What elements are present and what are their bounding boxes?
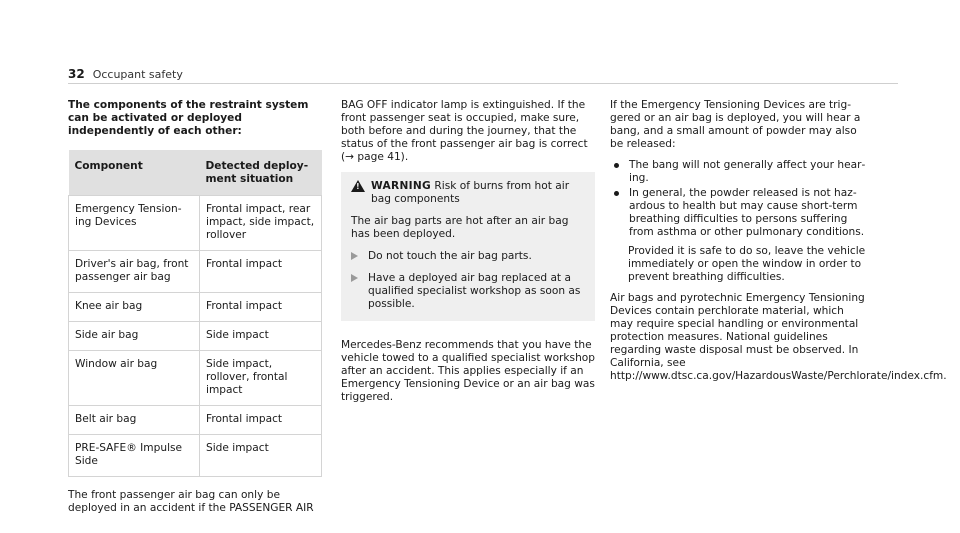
warning-triangle-icon: !	[351, 180, 365, 192]
cell-deployment: Frontal impact	[200, 251, 322, 293]
table-row	[69, 351, 322, 406]
warning-action-text: Do not touch the air bag parts.	[368, 250, 532, 262]
airbag-off-lamp-text: BAG OFF indicator lamp is extinguished. If the front passenger seat is occupied, make sure, both before and during the journey, that the status of the front passenger air bag is correct (→ page 41).	[341, 99, 588, 163]
table-row	[69, 406, 322, 435]
warning-box	[341, 172, 595, 321]
effects-list	[610, 159, 870, 239]
cell-component: Driver's air bag, front passenger air bag	[69, 251, 200, 293]
cell-deployment: Side impact, rollover, frontal impact	[200, 351, 322, 406]
warning-heading	[351, 180, 585, 206]
warning-action-item	[351, 250, 585, 263]
table-row	[69, 322, 322, 351]
table-row	[69, 293, 322, 322]
page-number: 32	[68, 67, 85, 81]
list-item	[610, 159, 870, 185]
warning-body: The air bag parts are hot after an air bag has been deployed.	[351, 215, 569, 240]
cell-component: PRE-SAFE® Impulse Side	[69, 435, 200, 477]
warning-action-item	[351, 272, 585, 311]
table-row	[69, 251, 322, 293]
column-left	[68, 99, 322, 523]
table-row	[69, 196, 322, 251]
column-header-deployment: Detected deployment situation	[200, 150, 322, 196]
column-middle	[341, 99, 595, 412]
cell-deployment: Side impact	[200, 435, 322, 477]
action-arrow-icon	[351, 274, 358, 282]
passenger-airbag-text: The front passenger air bag can only be deployed in an accident if the PASSENGER AIR	[68, 489, 314, 514]
warning-label: WARNING	[371, 180, 432, 192]
cell-component: Knee air bag	[69, 293, 200, 322]
leave-vehicle-note: Provided it is safe to do so, leave the vehicle immediately or open the window in order to prevent breathing difficulties.	[628, 245, 866, 283]
cell-component: Side air bag	[69, 322, 200, 351]
warning-title: Risk of burns from hot air bag components	[371, 180, 570, 205]
cell-component: Belt air bag	[69, 406, 200, 435]
page-header	[68, 68, 898, 84]
bullet-icon	[614, 191, 619, 196]
table-header-row	[69, 150, 322, 196]
list-item	[610, 187, 870, 239]
perchlorate-text: Air bags and pyrotechnic Emergency Tensioning Devices contain perchlorate material, which may require special handling or environmental protection measures. National guidelines regarding waste disposal must be observed. In California, see http://www.dtsc.ca.gov/HazardousWaste/Perchlorate/index.cfm.	[610, 292, 947, 382]
list-item-text: The bang will not generally affect your hearing.	[629, 159, 866, 184]
bullet-icon	[614, 163, 619, 168]
column-header-component: Component	[69, 150, 200, 196]
cell-component: Emergency Tensioning Devices	[69, 196, 200, 251]
cell-deployment: Frontal impact	[200, 293, 322, 322]
deployment-noise-text: If the Emergency Tensioning Devices are triggered or an air bag is deployed, you will hear a bang, and a small amount of powder may also be released:	[610, 99, 861, 150]
towing-recommendation-text: Mercedes-Benz recommends that you have the vehicle towed to a qualified specialist workshop after an accident. This applies especially if an Emergency Tensioning Device or an air bag was triggered.	[341, 339, 595, 403]
restraint-components-table	[68, 150, 322, 477]
cell-deployment: Frontal impact, rear impact, side impact, rollover	[200, 196, 322, 251]
column-right	[610, 99, 947, 391]
cell-component: Window air bag	[69, 351, 200, 406]
section-title: Occupant safety	[92, 68, 183, 81]
table-row	[69, 435, 322, 477]
cell-deployment: Frontal impact	[200, 406, 322, 435]
list-item-text: In general, the powder released is not hazardous to health but may cause short-term breathing difficulties to persons suffering from asthma or other pulmonary conditions.	[629, 187, 865, 238]
cell-deployment: Side impact	[200, 322, 322, 351]
restraint-intro-heading: The components of the restraint system can be activated or deployed independently of each other:	[68, 99, 309, 137]
warning-action-text: Have a deployed air bag replaced at a qualified specialist workshop as soon as possible.	[368, 272, 581, 310]
action-arrow-icon	[351, 252, 358, 260]
